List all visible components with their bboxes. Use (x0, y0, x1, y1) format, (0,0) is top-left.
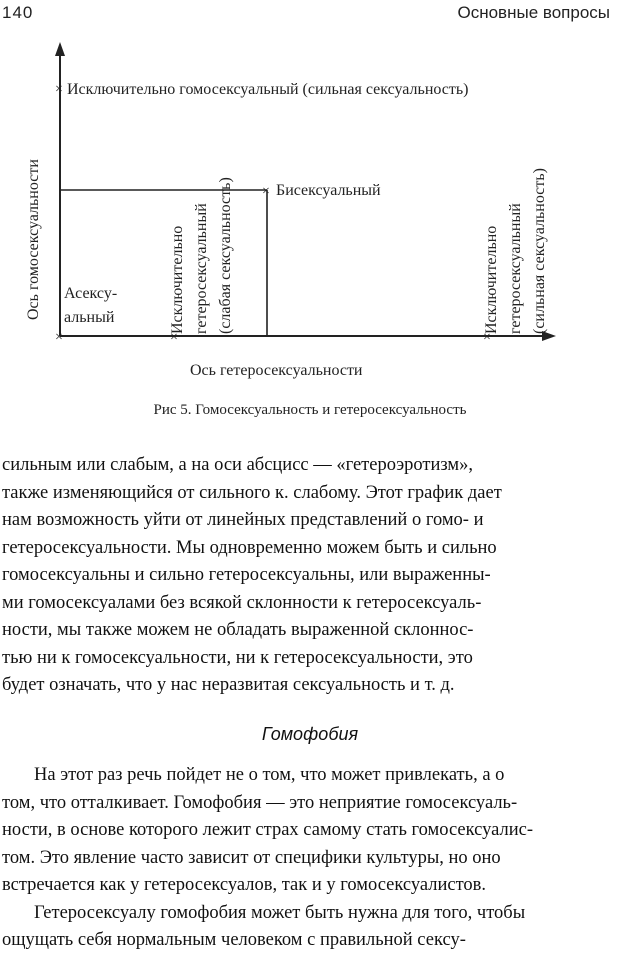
text-line: том, что отталкивает. Гомофобия — это неприятие гомосексуаль- (2, 792, 518, 813)
label-hetero-strong (483, 168, 548, 334)
label-hetero-strong-line2: гетеросексуальный (507, 203, 524, 334)
label-hetero-weak-line2: гетеросексуальный (193, 203, 210, 334)
text-line: гомосексуальны и сильно гетеросексуальны, или выраженны- (2, 565, 491, 585)
paragraph-1 (2, 452, 616, 700)
text-line: гетеросексуальности. Мы одновременно можем быть и сильно (2, 537, 497, 558)
text-line: сильным или слабым, а на оси абсцисс — «гетероэротизм», (2, 455, 474, 475)
text-line: том. Это явление часто зависит от специфики культуры, но оно (2, 847, 501, 868)
paragraph-2 (2, 762, 616, 955)
text-line: На этот раз речь пойдет не о том, что может привлекать, а о (34, 765, 505, 785)
label-asexual-line2: альный (64, 309, 115, 326)
page-header (0, 0, 620, 26)
page-number: 140 (2, 3, 34, 22)
text-line: ности, мы также можем не обладать выраженной склоннос- (2, 620, 474, 640)
text-line: ми гомосексуалами без всякой склонности к гетеросексуаль- (2, 592, 482, 613)
text-line: ности, в основе которого лежит страх самому стать гомосексуалис- (2, 820, 533, 840)
label-bisexual: Бисексуальный (276, 182, 381, 199)
text-line: тью ни к гомосексуальности, ни к гетеросексуальности, это (2, 647, 473, 668)
running-title: Основные вопросы (457, 3, 610, 22)
label-hetero-weak-line1: Исключительно (169, 225, 186, 334)
label-hetero-strong-line1: Исключительно (483, 225, 500, 334)
sexuality-axes-figure (0, 30, 620, 400)
text-line: ощущать себя нормальным человеком с правильной сексу- (2, 930, 466, 950)
label-hetero-strong-line3: (сильная сексуальность) (531, 168, 548, 334)
marker-homo: × (55, 82, 63, 97)
text-line: Гетеросексуалу гомофобия может быть нужна для того, чтобы (34, 902, 526, 923)
figure-caption: Рис 5. Гомосексуальность и гетеросексуальность (153, 402, 467, 418)
marker-hetero-strong: × (483, 330, 491, 345)
x-axis-label: Ось гетеросексуальности (190, 362, 363, 379)
section-heading: Гомофобия (261, 724, 359, 744)
text-line: будет означать, что у нас неразвитая сексуальность и т. д. (2, 675, 455, 695)
label-asexual-line1: Асексу- (64, 285, 118, 302)
label-hetero-weak-line3: (слабая сексуальность) (217, 177, 234, 334)
text-line: нам возможность уйти от линейных представлений о гомо- и (2, 510, 484, 530)
y-axis-label: Ось гомосексуальности (25, 159, 42, 320)
y-axis-arrow (55, 42, 65, 56)
label-exclusive-homo: Исключительно гомосексуальный (сильная сексуальность) (67, 81, 469, 98)
marker-asexual: × (55, 330, 63, 345)
label-hetero-weak (169, 177, 234, 334)
marker-bisexual: × (262, 184, 270, 199)
marker-hetero-weak: × (170, 330, 178, 345)
text-line: встречается как у гетеросексуалов, так и у гомосексуалистов. (2, 875, 487, 895)
text-line: также изменяющийся от сильного к. слабому. Этот график дает (2, 482, 502, 503)
